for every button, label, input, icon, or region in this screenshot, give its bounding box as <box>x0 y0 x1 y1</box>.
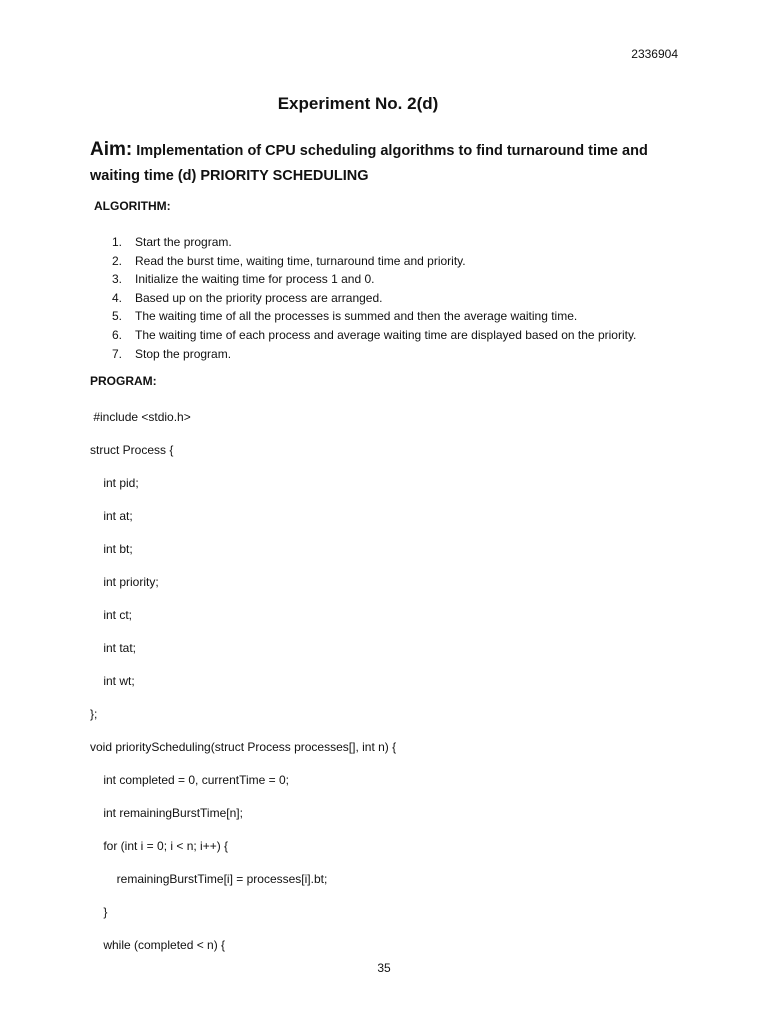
code-line: int bt; <box>90 542 133 556</box>
code-line: int wt; <box>90 674 135 688</box>
step-number: 6. <box>112 327 123 342</box>
aim-label: Aim: <box>90 139 133 160</box>
step-number: 7. <box>112 346 123 361</box>
code-line: int completed = 0, currentTime = 0; <box>90 773 289 787</box>
code-line: int at; <box>90 509 133 523</box>
page-number: 35 <box>377 961 391 975</box>
code-line: int remainingBurstTime[n]; <box>90 806 243 820</box>
step-text: Stop the program. <box>135 346 232 361</box>
step-number: 4. <box>112 290 123 305</box>
step-text: Based up on the priority process are arranged. <box>135 290 383 305</box>
algorithm-step <box>110 289 636 308</box>
code-line: #include <stdio.h> <box>90 410 191 424</box>
code-line: int priority; <box>90 575 159 589</box>
algorithm-step <box>110 307 636 326</box>
step-text: Initialize the waiting time for process 1 and 0. <box>135 272 375 287</box>
code-line: int tat; <box>90 641 137 655</box>
step-number: 2. <box>112 253 123 268</box>
roll-number: 2336904 <box>631 47 678 61</box>
step-number: 3. <box>112 272 123 287</box>
aim-paragraph <box>90 137 680 189</box>
algorithm-step <box>110 326 636 345</box>
algorithm-steps <box>110 233 636 363</box>
code-line: void priorityScheduling(struct Process processes[], int n) { <box>90 740 397 754</box>
algorithm-heading: ALGORITHM: <box>94 199 171 213</box>
step-number: 1. <box>112 235 123 249</box>
step-text: Read the burst time, waiting time, turnaround time and priority. <box>135 253 466 268</box>
step-text: The waiting time of each process and average waiting time are displayed based on the priority. <box>135 327 637 342</box>
algorithm-step <box>110 252 636 271</box>
code-line: int ct; <box>90 608 133 622</box>
code-line: int pid; <box>90 476 139 490</box>
algorithm-step <box>110 345 636 364</box>
program-heading: PROGRAM: <box>90 374 157 388</box>
algorithm-step <box>110 233 636 252</box>
step-text: The waiting time of all the processes is summed and then the average waiting time. <box>135 309 578 324</box>
code-line: while (completed < n) { <box>90 938 226 952</box>
code-line: struct Process { <box>90 443 174 457</box>
step-text: Start the program. <box>135 235 232 249</box>
code-line: for (int i = 0; i < n; i++) { <box>90 839 229 853</box>
algorithm-step <box>110 270 636 289</box>
program-code <box>90 401 396 962</box>
experiment-title: Experiment No. 2(d) <box>277 94 439 113</box>
step-number: 5. <box>112 309 123 324</box>
code-line: } <box>90 905 108 919</box>
aim-text: Implementation of CPU scheduling algorithms to find turnaround time and waiting time (d) PRIORITY SCHEDULING <box>90 143 648 184</box>
code-line: remainingBurstTime[i] = processes[i].bt; <box>90 872 328 886</box>
code-line: }; <box>90 707 98 721</box>
